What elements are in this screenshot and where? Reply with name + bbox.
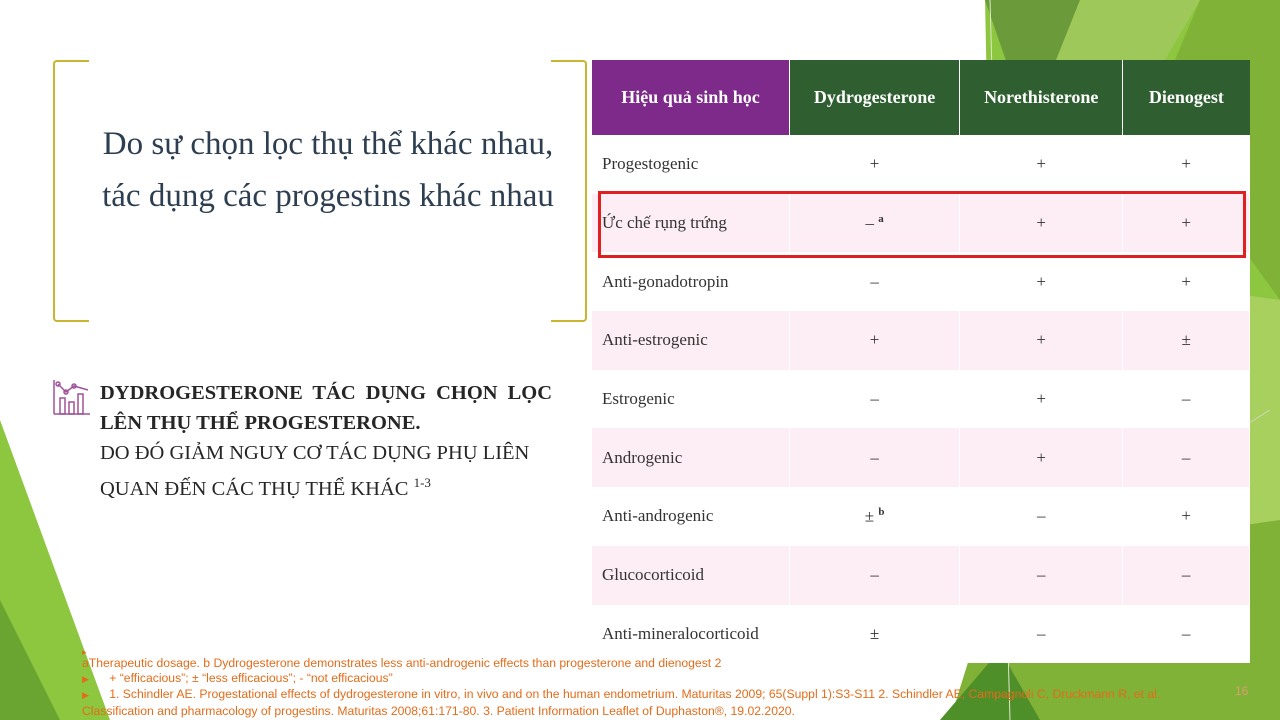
footnote-references-text: 1. Schindler AE. Progestational effects of dydrogesterone in vitro, in vivo and on the human endometrium. Maturitas 2009; 65(Suppl 1):S3-S11 2. Schindler AE, Campagnoli C, Druckmann R, et al. Classification and pharmacology of progestins. Maturitas 2008;61:171-80. 3. Patient Information Leaflet of Duphaston®, 19.02.2020. (82, 687, 1161, 718)
cell-dienogest (1123, 370, 1250, 429)
cell-dydrogesterone-text: ± (864, 506, 875, 526)
table-header-row (592, 60, 1250, 135)
cell-dienogest-text: ± (1181, 330, 1191, 350)
cell-dydrogesterone-text: – (870, 565, 879, 585)
cell-effect-text: Glucocorticoid (602, 565, 704, 585)
footnote-references: ▶ 1. Schindler AE. Progestational effects of dydrogesterone in vitro, in vivo and on the human endometrium. Maturitas 2009; 65(Suppl 1):S3-S11 2. Schindler AE, Campagnoli C, Druckmann R, et al. Classification and pharmacology of progestins. Maturitas 2008;61:171-80. 3. Patient Information Leaflet of Duphaston®, 19.02.2020. (82, 687, 1161, 718)
cell-dydrogesterone (790, 487, 960, 546)
header-effect: Hiệu quả sinh học (592, 60, 790, 135)
header-dienogest: Dienogest (1123, 60, 1250, 135)
bullet-bold-text: DYDROGESTERONE TÁC DỤNG CHỌN LỌC LÊN THỤ THỂ PROGESTERONE. (100, 382, 552, 434)
cell-norethisterone-text: – (1036, 565, 1046, 585)
cell-effect-text: Progestogenic (602, 154, 699, 174)
cell-norethisterone (960, 311, 1123, 370)
progestin-effects-table (592, 60, 1250, 663)
chart-bullet-icon (52, 378, 92, 416)
table-row (592, 487, 1250, 546)
header-dydrogesterone: Dydrogesterone (790, 60, 960, 135)
cell-dydrogesterone-text: + (869, 330, 880, 350)
cell-dienogest (1123, 605, 1250, 664)
cell-effect-text: Androgenic (602, 447, 683, 467)
cell-dienogest-text: – (1181, 447, 1191, 467)
cell-effect (592, 252, 790, 311)
cell-dienogest-text: – (1181, 623, 1191, 643)
cell-effect-text: Anti-androgenic (602, 506, 714, 526)
cell-dydrogesterone (790, 311, 960, 370)
cell-dienogest-text: – (1181, 565, 1191, 585)
cell-dienogest-text: + (1181, 271, 1191, 291)
cell-effect (592, 311, 790, 370)
cell-effect-text: Anti-estrogenic (602, 330, 708, 350)
cell-dienogest (1123, 252, 1250, 311)
footnote-a: aTherapeutic dosage. b Dydrogesterone demonstrates less anti-androgenic effects than progesterone and dienogest 2 (82, 656, 722, 670)
cell-effect (592, 370, 790, 429)
cell-dienogest-text: + (1181, 213, 1191, 233)
cell-dydrogesterone (790, 252, 960, 311)
cell-dienogest-text: + (1181, 154, 1191, 174)
cell-dydrogesterone-text: – (870, 271, 879, 291)
bullet-reference-sup: 1-3 (413, 475, 431, 490)
cell-norethisterone-text: + (1036, 389, 1047, 409)
cell-effect (592, 487, 790, 546)
footnote-marker: b (878, 506, 885, 519)
cell-effect (592, 428, 790, 487)
cell-norethisterone (960, 370, 1123, 429)
cell-dydrogesterone (790, 370, 960, 429)
cell-dydrogesterone-text: – (870, 389, 879, 409)
cell-norethisterone (960, 605, 1123, 664)
cell-effect-text: Ức chế rụng trứng (602, 213, 727, 233)
footnote-legend: ▶ + “efficacious”; ± “less efficacious”; - “not efficacious” (82, 671, 393, 685)
cell-norethisterone-text: + (1036, 447, 1047, 467)
cell-dienogest (1123, 311, 1250, 370)
cell-dydrogesterone (790, 605, 960, 664)
page-number: 16 (1235, 684, 1249, 698)
table-row (592, 428, 1250, 487)
cell-dydrogesterone-text: ± (869, 623, 880, 643)
footnote-legend-text: + “efficacious”; ± “less efficacious”; - “not efficacious” (109, 671, 393, 685)
footnote-arrow-empty: ▸ (82, 647, 87, 657)
cell-effect-text: Anti-mineralocorticoid (602, 623, 759, 643)
cell-norethisterone (960, 135, 1123, 194)
cell-norethisterone-text: + (1036, 213, 1047, 233)
cell-norethisterone-text: – (1036, 623, 1046, 643)
cell-effect-text: Anti-gonadotropin (602, 271, 729, 291)
bullet-normal-text: DO ĐÓ GIẢM NGUY CƠ TÁC DỤNG PHỤ LIÊN QUAN ĐẾN CÁC THỤ THỂ KHÁC (100, 442, 530, 500)
cell-effect-text: Estrogenic (602, 389, 675, 409)
slide-title: Do sự chọn lọc thụ thể khác nhau, tác dụng các progestins khác nhau (102, 126, 554, 214)
cell-norethisterone-text: – (1036, 506, 1046, 526)
cell-dienogest-text: – (1181, 389, 1191, 409)
header-norethisterone: Norethisterone (960, 60, 1123, 135)
bullet-text (100, 378, 552, 504)
cell-dydrogesterone-text: – (865, 213, 874, 233)
table-row (592, 252, 1250, 311)
cell-norethisterone-text: + (1036, 154, 1047, 174)
cell-effect (592, 605, 790, 664)
cell-dienogest (1123, 546, 1250, 605)
table-row (592, 605, 1250, 664)
cell-norethisterone (960, 546, 1123, 605)
table-row (592, 311, 1250, 370)
cell-dienogest (1123, 428, 1250, 487)
table-row (592, 370, 1250, 429)
cell-dydrogesterone (790, 546, 960, 605)
cell-norethisterone (960, 252, 1123, 311)
cell-norethisterone-text: + (1036, 330, 1047, 350)
cell-norethisterone-text: + (1036, 271, 1047, 291)
title-bracket-left (53, 60, 89, 322)
cell-dienogest (1123, 135, 1250, 194)
cell-dydrogesterone (790, 135, 960, 194)
cell-dydrogesterone-text: – (870, 447, 879, 467)
cell-dienogest-text: + (1181, 506, 1191, 526)
table-row (592, 546, 1250, 605)
footnote-marker: a (878, 212, 884, 225)
cell-norethisterone (960, 487, 1123, 546)
table-row (592, 135, 1250, 194)
cell-dydrogesterone (790, 428, 960, 487)
highlight-box-ovulation (598, 191, 1246, 258)
cell-dienogest (1123, 487, 1250, 546)
cell-norethisterone (960, 428, 1123, 487)
cell-dydrogesterone-text: + (869, 154, 880, 174)
cell-effect (592, 135, 790, 194)
cell-effect (592, 546, 790, 605)
